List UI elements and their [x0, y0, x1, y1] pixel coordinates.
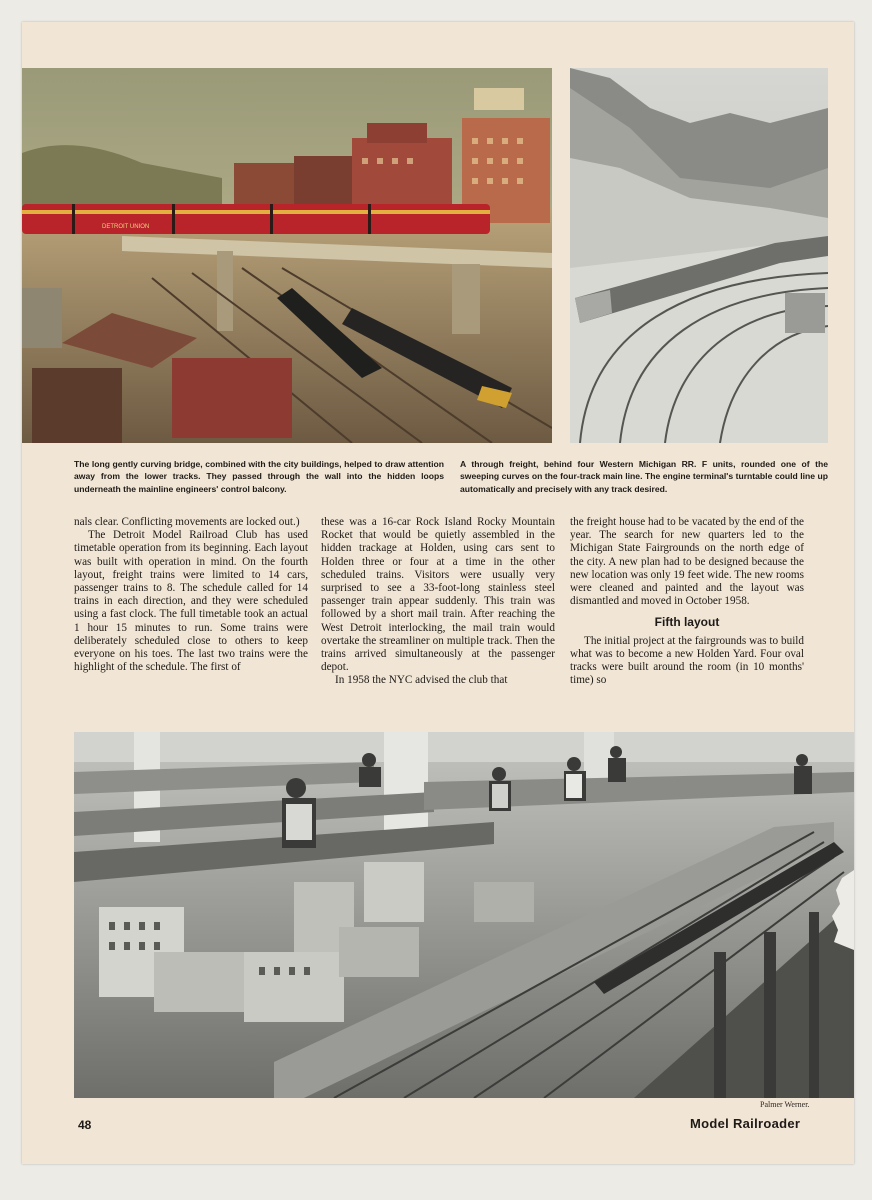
torn-edge — [828, 870, 854, 950]
article-column-2 — [321, 516, 555, 688]
photo-mountain-freight — [570, 68, 828, 443]
article-paragraph: the freight house had to be vacated by the end of the year. The search for new quarters led to the Michigan State Fairgrounds on the north edge of the city. A new plan had to be designed because the new location was only 19 feet wide. The new rooms were cleaned and painted and the layout was dismantled and moved in October 1958. — [570, 516, 804, 608]
article-paragraph: In 1958 the NYC advised the club that — [335, 674, 508, 687]
photo-credit: Palmer Werner. — [760, 1100, 810, 1109]
photo-layout-room — [74, 732, 854, 1098]
article-paragraph: these was a 16-car Rock Island Rocky Mountain Rocket that would be quietly assembled in the hidden trackage at Holden, using cars sent to Holden three or four at a time in the other scheduled trains. Visitors were usually very surprised to see a 33-foot-long stainless steel passenger train appear suddenly. This train was followed by a short mail train. After reaching the West Detroit interlocking, the mail train would overtake the streamliner on multiple track. Then the trains arrived simultaneously at the passenger depot. — [321, 516, 555, 674]
article-paragraph: The Detroit Model Railroad Club has used timetable operation from its beginning. Each layout was built with operation in mind. On the fourth layout, freight trains were limited to 14 cars, passenger trains to 8. The schedule called for 14 trains in each direction, and they were scheduled using a fast clock. The full timetable took an actual 1 hour 15 minutes to run. Some trains were deliberately scheduled close to others to keep everyone on his toes. The last two trains were the highlight of the schedule. The first of — [74, 529, 308, 674]
caption-photo-freight: A through freight, behind four Western Michigan RR. F units, rounded one of the sweeping curves on the four-track main line. The engine terminal's turntable could line up automatically and precisely with any track desired. — [460, 459, 828, 494]
article-paragraph: nals clear. Conflicting movements are locked out.) — [74, 516, 300, 528]
photo-bridge-city — [22, 68, 552, 443]
section-heading: Fifth layout — [654, 615, 720, 630]
train-lettering: DETROIT UNION — [102, 224, 150, 230]
magazine-page — [22, 22, 854, 1164]
magazine-title: Model Railroader — [690, 1116, 801, 1131]
article-column-1 — [74, 516, 308, 674]
caption-photo-bridge: The long gently curving bridge, combined with the city buildings, helped to draw attention away from the lower tracks. They passed through the wall into the hidden loops underneath the mainline engineers' control balcony. — [74, 459, 444, 494]
page-number: 48 — [78, 1118, 92, 1132]
article-paragraph: The initial project at the fairgrounds was to build what was to become a new Holden Yard. Four oval tracks were built around the room (in 10 months' time) so — [570, 634, 804, 687]
article-column-3 — [570, 516, 804, 687]
